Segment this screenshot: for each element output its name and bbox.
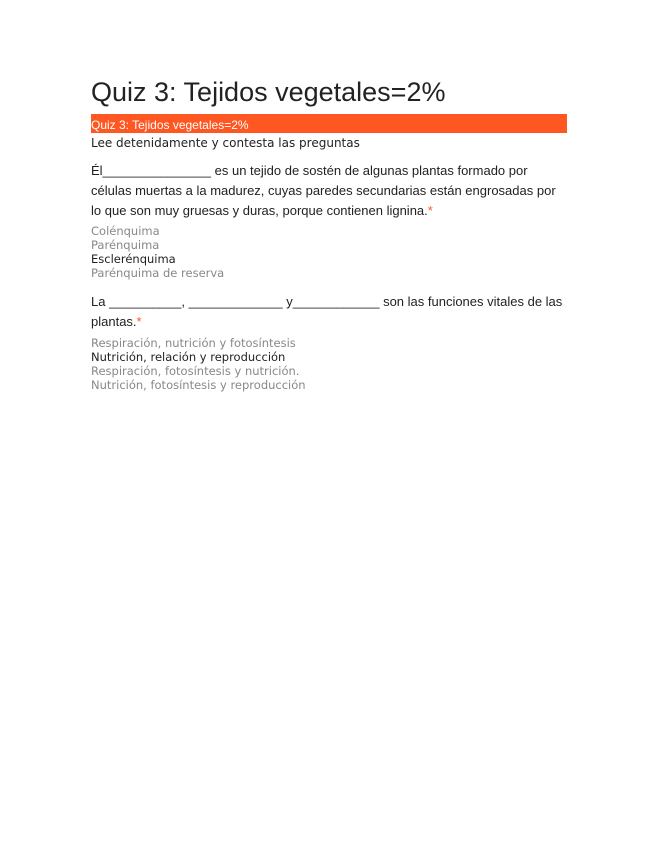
question-1-options	[91, 224, 224, 280]
option-item[interactable]: Parénquima de reserva	[91, 266, 225, 280]
question-2-options	[91, 336, 306, 392]
option-item-selected[interactable]: Esclerénquima	[91, 252, 176, 266]
required-mark: *	[427, 203, 433, 218]
question-2	[91, 292, 567, 332]
option-item-selected[interactable]: Nutrición, relación y reproducción	[91, 350, 286, 364]
quiz-subtitle: Lee detenidamente y contesta las preguntas	[91, 136, 360, 150]
option-item[interactable]: Respiración, nutrición y fotosíntesis	[91, 336, 296, 350]
option-item[interactable]: Parénquima	[91, 238, 160, 252]
option-item[interactable]: Colénquima	[91, 224, 160, 238]
option-item[interactable]: Respiración, fotosíntesis y nutrición.	[91, 364, 300, 378]
page-title: Quiz 3: Tejidos vegetales=2%	[91, 77, 446, 107]
question-1	[91, 161, 567, 221]
quiz-banner: Quiz 3: Tejidos vegetales=2%	[91, 114, 567, 133]
question-1-text: Él_______________ es un tejido de sostén de algunas plantas formado por células muertas a la madurez, cuyas paredes secundarias están engrosadas por lo que son muy gruesas y duras, porque contienen lignina.	[91, 163, 556, 218]
question-2-text: La __________, _____________ y____________ son las funciones vitales de las plantas.	[91, 294, 563, 329]
option-item[interactable]: Nutrición, fotosíntesis y reproducción	[91, 378, 306, 392]
required-mark: *	[136, 314, 142, 329]
